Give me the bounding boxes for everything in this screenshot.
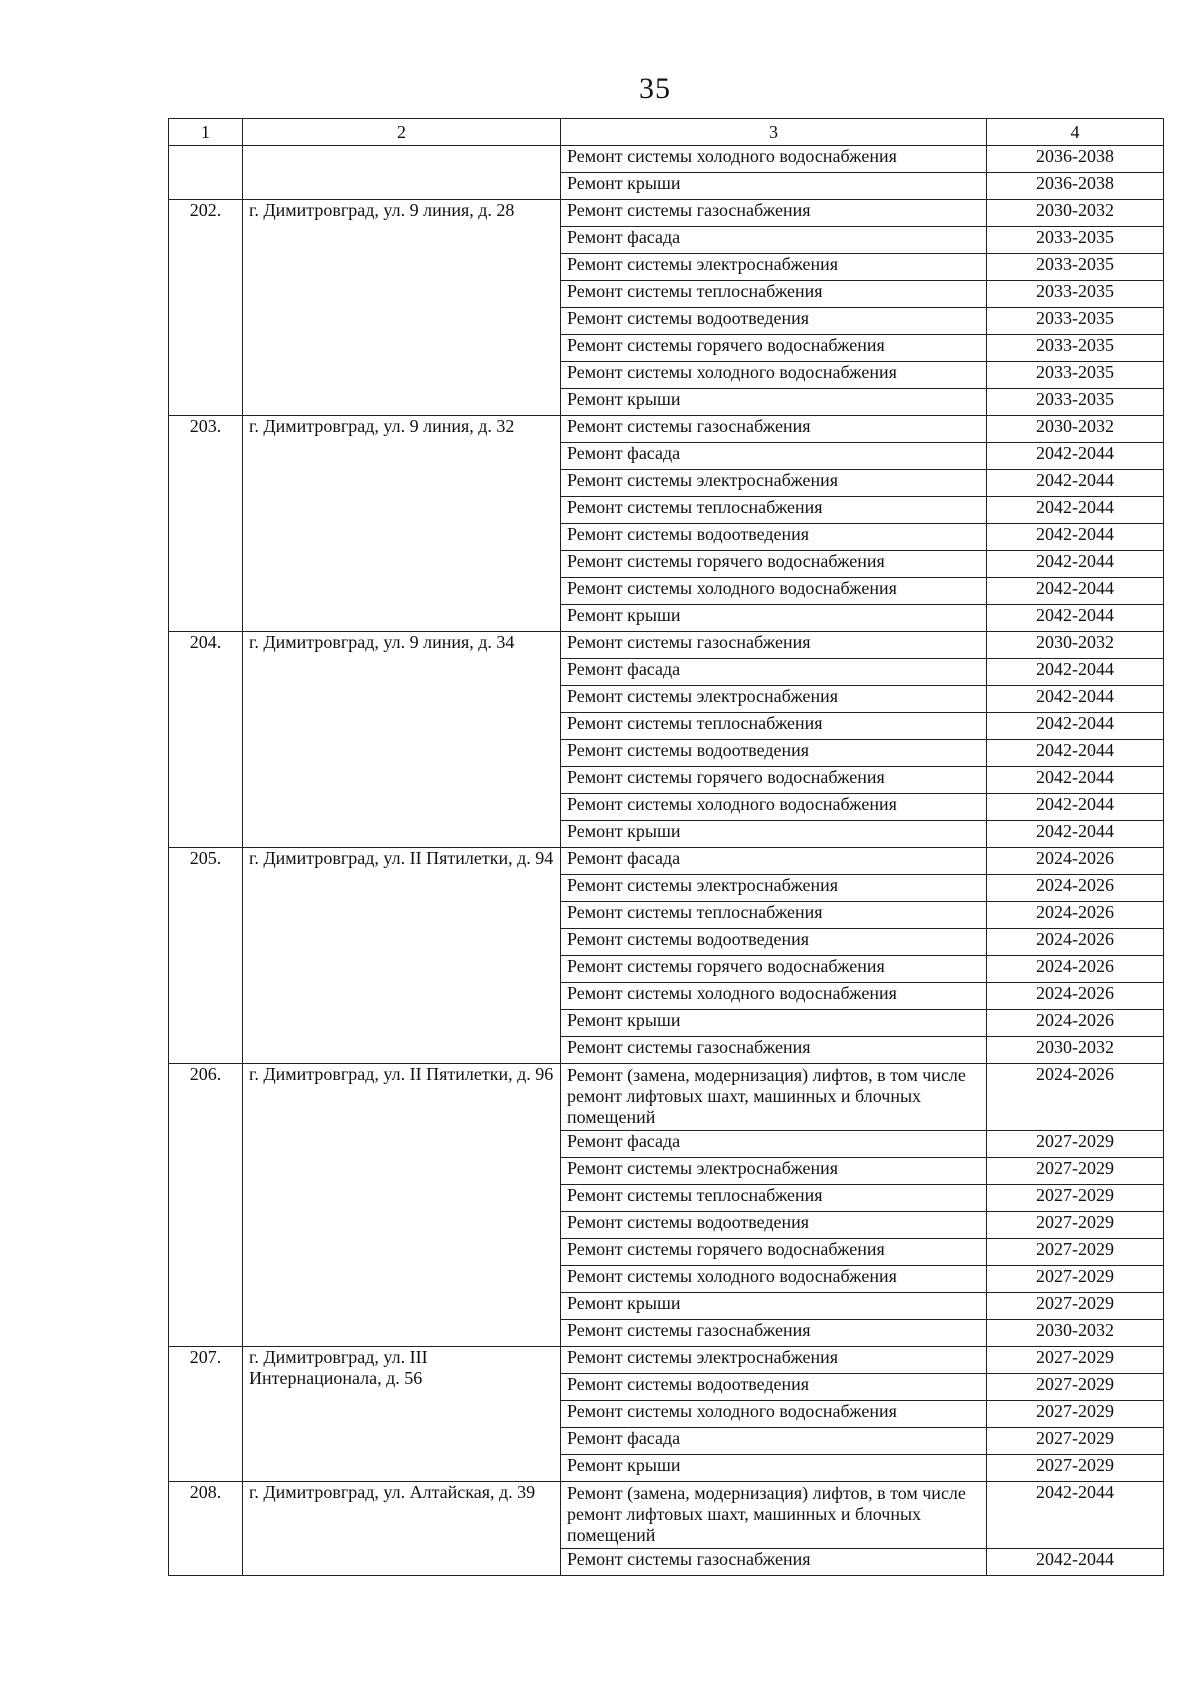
work-description: Ремонт фасада: [561, 443, 987, 470]
row-number: 208.: [169, 1482, 243, 1576]
work-description: Ремонт системы газоснабжения: [561, 1549, 987, 1576]
work-description: Ремонт системы теплоснабжения: [561, 497, 987, 524]
work-period: 2027-2029: [987, 1131, 1164, 1158]
work-period: 2030-2032: [987, 1037, 1164, 1064]
work-period: 2027-2029: [987, 1158, 1164, 1185]
work-description: Ремонт системы холодного водоснабжения: [561, 794, 987, 821]
work-period: 2024-2026: [987, 1010, 1164, 1037]
work-description: Ремонт системы газоснабжения: [561, 632, 987, 659]
work-period: 2024-2026: [987, 848, 1164, 875]
work-description: Ремонт системы водоотведения: [561, 740, 987, 767]
work-description: Ремонт системы водоотведения: [561, 1374, 987, 1401]
work-description: Ремонт системы газоснабжения: [561, 1037, 987, 1064]
row-number: 202.: [169, 200, 243, 416]
work-period: 2042-2044: [987, 686, 1164, 713]
column-header-1: 1: [169, 119, 243, 146]
work-description: Ремонт системы водоотведения: [561, 524, 987, 551]
work-period: 2027-2029: [987, 1266, 1164, 1293]
work-description: Ремонт системы теплоснабжения: [561, 713, 987, 740]
work-description: Ремонт системы теплоснабжения: [561, 281, 987, 308]
work-period: 2042-2044: [987, 821, 1164, 848]
work-period: 2027-2029: [987, 1428, 1164, 1455]
work-description: Ремонт системы горячего водоснабжения: [561, 767, 987, 794]
work-period: 2033-2035: [987, 335, 1164, 362]
work-period: 2030-2032: [987, 200, 1164, 227]
work-description: Ремонт системы газоснабжения: [561, 200, 987, 227]
work-period: 2033-2035: [987, 308, 1164, 335]
work-period: 2030-2032: [987, 632, 1164, 659]
work-description: Ремонт крыши: [561, 605, 987, 632]
work-description: Ремонт системы электроснабжения: [561, 686, 987, 713]
work-period: 2042-2044: [987, 794, 1164, 821]
table-body: [169, 146, 1164, 1576]
work-period: 2042-2044: [987, 551, 1164, 578]
work-description: Ремонт фасада: [561, 227, 987, 254]
work-period: 2027-2029: [987, 1185, 1164, 1212]
work-description: Ремонт крыши: [561, 1293, 987, 1320]
work-period: 2042-2044: [987, 1549, 1164, 1576]
table-row: [169, 1482, 1164, 1549]
work-period: 2030-2032: [987, 416, 1164, 443]
work-description: Ремонт (замена, модернизация) лифтов, в том числе ремонт лифтовых шахт, машинных и блочных помещений: [561, 1064, 987, 1131]
work-description: Ремонт системы электроснабжения: [561, 875, 987, 902]
work-description: Ремонт крыши: [561, 173, 987, 200]
work-period: 2030-2032: [987, 1320, 1164, 1347]
work-period: 2024-2026: [987, 1064, 1164, 1131]
work-period: 2027-2029: [987, 1347, 1164, 1374]
work-description: Ремонт системы горячего водоснабжения: [561, 956, 987, 983]
work-description: Ремонт системы теплоснабжения: [561, 1185, 987, 1212]
work-period: 2042-2044: [987, 470, 1164, 497]
building-address: г. Димитровград, ул. Алтайская, д. 39: [243, 1482, 561, 1576]
work-description: Ремонт системы горячего водоснабжения: [561, 1239, 987, 1266]
table-row: [169, 416, 1164, 443]
work-period: 2027-2029: [987, 1455, 1164, 1482]
work-period: 2042-2044: [987, 713, 1164, 740]
building-address: г. Димитровград, ул. II Пятилетки, д. 94: [243, 848, 561, 1064]
work-period: 2024-2026: [987, 956, 1164, 983]
work-period: 2042-2044: [987, 578, 1164, 605]
work-period: 2033-2035: [987, 281, 1164, 308]
work-description: Ремонт фасада: [561, 848, 987, 875]
table-header-row: [169, 119, 1164, 146]
table-row: [169, 848, 1164, 875]
work-description: Ремонт системы электроснабжения: [561, 254, 987, 281]
work-period: 2033-2035: [987, 389, 1164, 416]
work-period: 2042-2044: [987, 659, 1164, 686]
work-description: Ремонт фасада: [561, 1428, 987, 1455]
work-period: 2024-2026: [987, 902, 1164, 929]
work-description: Ремонт системы холодного водоснабжения: [561, 146, 987, 173]
work-period: 2042-2044: [987, 443, 1164, 470]
work-period: 2033-2035: [987, 254, 1164, 281]
table-row: [169, 632, 1164, 659]
work-period: 2042-2044: [987, 605, 1164, 632]
work-period: 2042-2044: [987, 740, 1164, 767]
work-description: Ремонт системы водоотведения: [561, 308, 987, 335]
table-row: [169, 1064, 1164, 1131]
work-period: 2042-2044: [987, 767, 1164, 794]
work-description: Ремонт крыши: [561, 1455, 987, 1482]
work-period: 2024-2026: [987, 929, 1164, 956]
row-number: 207.: [169, 1347, 243, 1482]
building-address: г. Димитровград, ул. 9 линия, д. 32: [243, 416, 561, 632]
work-period: 2033-2035: [987, 362, 1164, 389]
address-empty: [243, 146, 561, 200]
building-address: г. Димитровград, ул. III Интернационала, д. 56: [243, 1347, 561, 1482]
building-address: г. Димитровград, ул. II Пятилетки, д. 96: [243, 1064, 561, 1347]
work-period: 2027-2029: [987, 1401, 1164, 1428]
work-period: 2027-2029: [987, 1293, 1164, 1320]
work-period: 2027-2029: [987, 1239, 1164, 1266]
work-description: Ремонт системы горячего водоснабжения: [561, 551, 987, 578]
work-description: Ремонт системы горячего водоснабжения: [561, 335, 987, 362]
building-address: г. Димитровград, ул. 9 линия, д. 28: [243, 200, 561, 416]
work-period: 2042-2044: [987, 1482, 1164, 1549]
work-period: 2042-2044: [987, 497, 1164, 524]
row-number: 205.: [169, 848, 243, 1064]
work-description: Ремонт (замена, модернизация) лифтов, в том числе ремонт лифтовых шахт, машинных и блочных помещений: [561, 1482, 987, 1549]
row-number: 203.: [169, 416, 243, 632]
work-description: Ремонт фасада: [561, 659, 987, 686]
work-description: Ремонт крыши: [561, 389, 987, 416]
work-description: Ремонт системы газоснабжения: [561, 416, 987, 443]
work-description: Ремонт системы теплоснабжения: [561, 902, 987, 929]
table-row: [169, 200, 1164, 227]
work-description: Ремонт системы водоотведения: [561, 1212, 987, 1239]
work-description: Ремонт системы холодного водоснабжения: [561, 362, 987, 389]
page-number: 35: [639, 72, 671, 105]
table-row: [169, 146, 1164, 173]
work-period: 2036-2038: [987, 146, 1164, 173]
row-number: 206.: [169, 1064, 243, 1347]
row-number: 204.: [169, 632, 243, 848]
repair-schedule-table: [168, 118, 1164, 1576]
work-description: Ремонт системы электроснабжения: [561, 470, 987, 497]
work-description: Ремонт системы водоотведения: [561, 929, 987, 956]
column-header-4: 4: [987, 119, 1164, 146]
work-description: Ремонт системы холодного водоснабжения: [561, 983, 987, 1010]
row-number-empty: [169, 146, 243, 200]
work-period: 2036-2038: [987, 173, 1164, 200]
table-row: [169, 1347, 1164, 1374]
work-period: 2042-2044: [987, 524, 1164, 551]
work-period: 2024-2026: [987, 875, 1164, 902]
work-description: Ремонт системы газоснабжения: [561, 1320, 987, 1347]
work-period: 2033-2035: [987, 227, 1164, 254]
work-description: Ремонт системы холодного водоснабжения: [561, 1266, 987, 1293]
column-header-2: 2: [243, 119, 561, 146]
work-period: 2024-2026: [987, 983, 1164, 1010]
work-description: Ремонт фасада: [561, 1131, 987, 1158]
building-address: г. Димитровград, ул. 9 линия, д. 34: [243, 632, 561, 848]
work-description: Ремонт крыши: [561, 1010, 987, 1037]
work-period: 2027-2029: [987, 1212, 1164, 1239]
work-description: Ремонт системы электроснабжения: [561, 1158, 987, 1185]
work-period: 2027-2029: [987, 1374, 1164, 1401]
work-description: Ремонт системы холодного водоснабжения: [561, 1401, 987, 1428]
column-header-3: 3: [561, 119, 987, 146]
work-description: Ремонт системы холодного водоснабжения: [561, 578, 987, 605]
work-description: Ремонт системы электроснабжения: [561, 1347, 987, 1374]
work-description: Ремонт крыши: [561, 821, 987, 848]
